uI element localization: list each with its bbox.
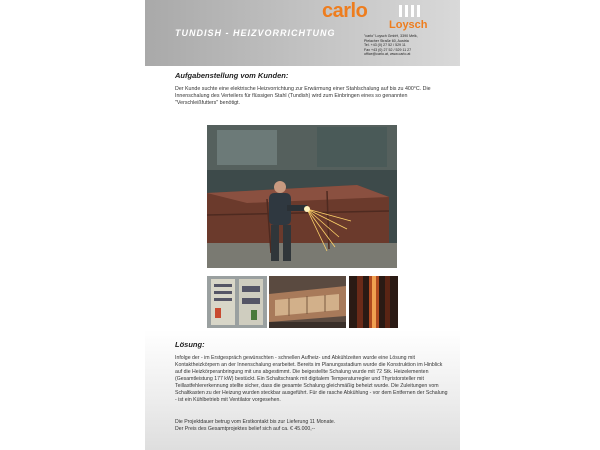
- project-summary: [175, 419, 450, 433]
- header-banner: [145, 0, 460, 66]
- photo-welding-worker: [207, 125, 397, 268]
- photo-heating-elements: [269, 276, 346, 328]
- project-duration: Die Projektdauer betrug vom Erstkontakt bis zur Lieferung 11 Monate.: [175, 419, 336, 425]
- address-line: Fax +43 (0) 27 52 / 529 11 27: [364, 47, 412, 52]
- address-line: "carlo" Loysch GmbH, 3390 Melk,: [364, 34, 418, 38]
- document-page: [145, 0, 460, 450]
- logo-sub: Loysch: [389, 19, 428, 31]
- project-price: Der Preis des Gesamtprojektes belief sich auf ca. € 45.000,--: [175, 426, 316, 432]
- photo-glowing-steel: [349, 276, 398, 328]
- logo-stripes-icon: [397, 4, 425, 18]
- company-address: [364, 34, 459, 57]
- solution-text: Infolge der - im Erstgespräch gewünschten - schnellen Aufheiz- und Abkühlzeiten wurde eine Lösung mit Kontaktheizkörpern an der Innenschalung erarbeitet. Bereits im Planungsstadium wurde die Konstruktion im Hinblick auf die Heizkörperanbringung mit uns abgestimmt. Die beigestellte Schalung wurde mit 72 Stk. Heizelementen (Gesamtleistung 177 kW) bestückt. Ein Schaltschrank mit digitalem Temperaturregler und Thyristorsteller mit Teillastfehlererkennung stellte sicher, dass die gesamte Schalung gleichmäßig beheizt wurde. Die Zuleitungen vom Schaltkasten zu der Heizung wurden steckbar ausgeführt. Für die rasche Abkühlung - vor dem Entfernen der Schalung - ist ein Kühlbetrieb mit Ventilator vorgesehen.: [175, 355, 448, 403]
- logo-brand: carlo: [322, 0, 368, 22]
- task-text: Der Kunde suchte eine elektrische Heizvorrichtung zur Erwärmung einer Stahlschalung auf bis zu 400°C. Die Innenschalung des Verteilers für flüssigen Stahl (Tundish) wird zum Einbringen eines so genannten "Verschleißfutters" benötigt.: [175, 86, 431, 106]
- address-line: Tel. +43 (0) 27 52 / 529 11: [364, 43, 406, 48]
- solution-heading: Lösung:: [175, 340, 205, 349]
- address-line: office@carlo.at, www.carlo.at: [364, 52, 411, 57]
- photo-control-cabinet: [207, 276, 267, 328]
- address-line: Pielacher Straße 60, Austria: [364, 38, 409, 43]
- task-heading: Aufgabenstellung vom Kunden:: [175, 71, 289, 80]
- header-title: TUNDISH - HEIZVORRICHTUNG: [175, 28, 336, 38]
